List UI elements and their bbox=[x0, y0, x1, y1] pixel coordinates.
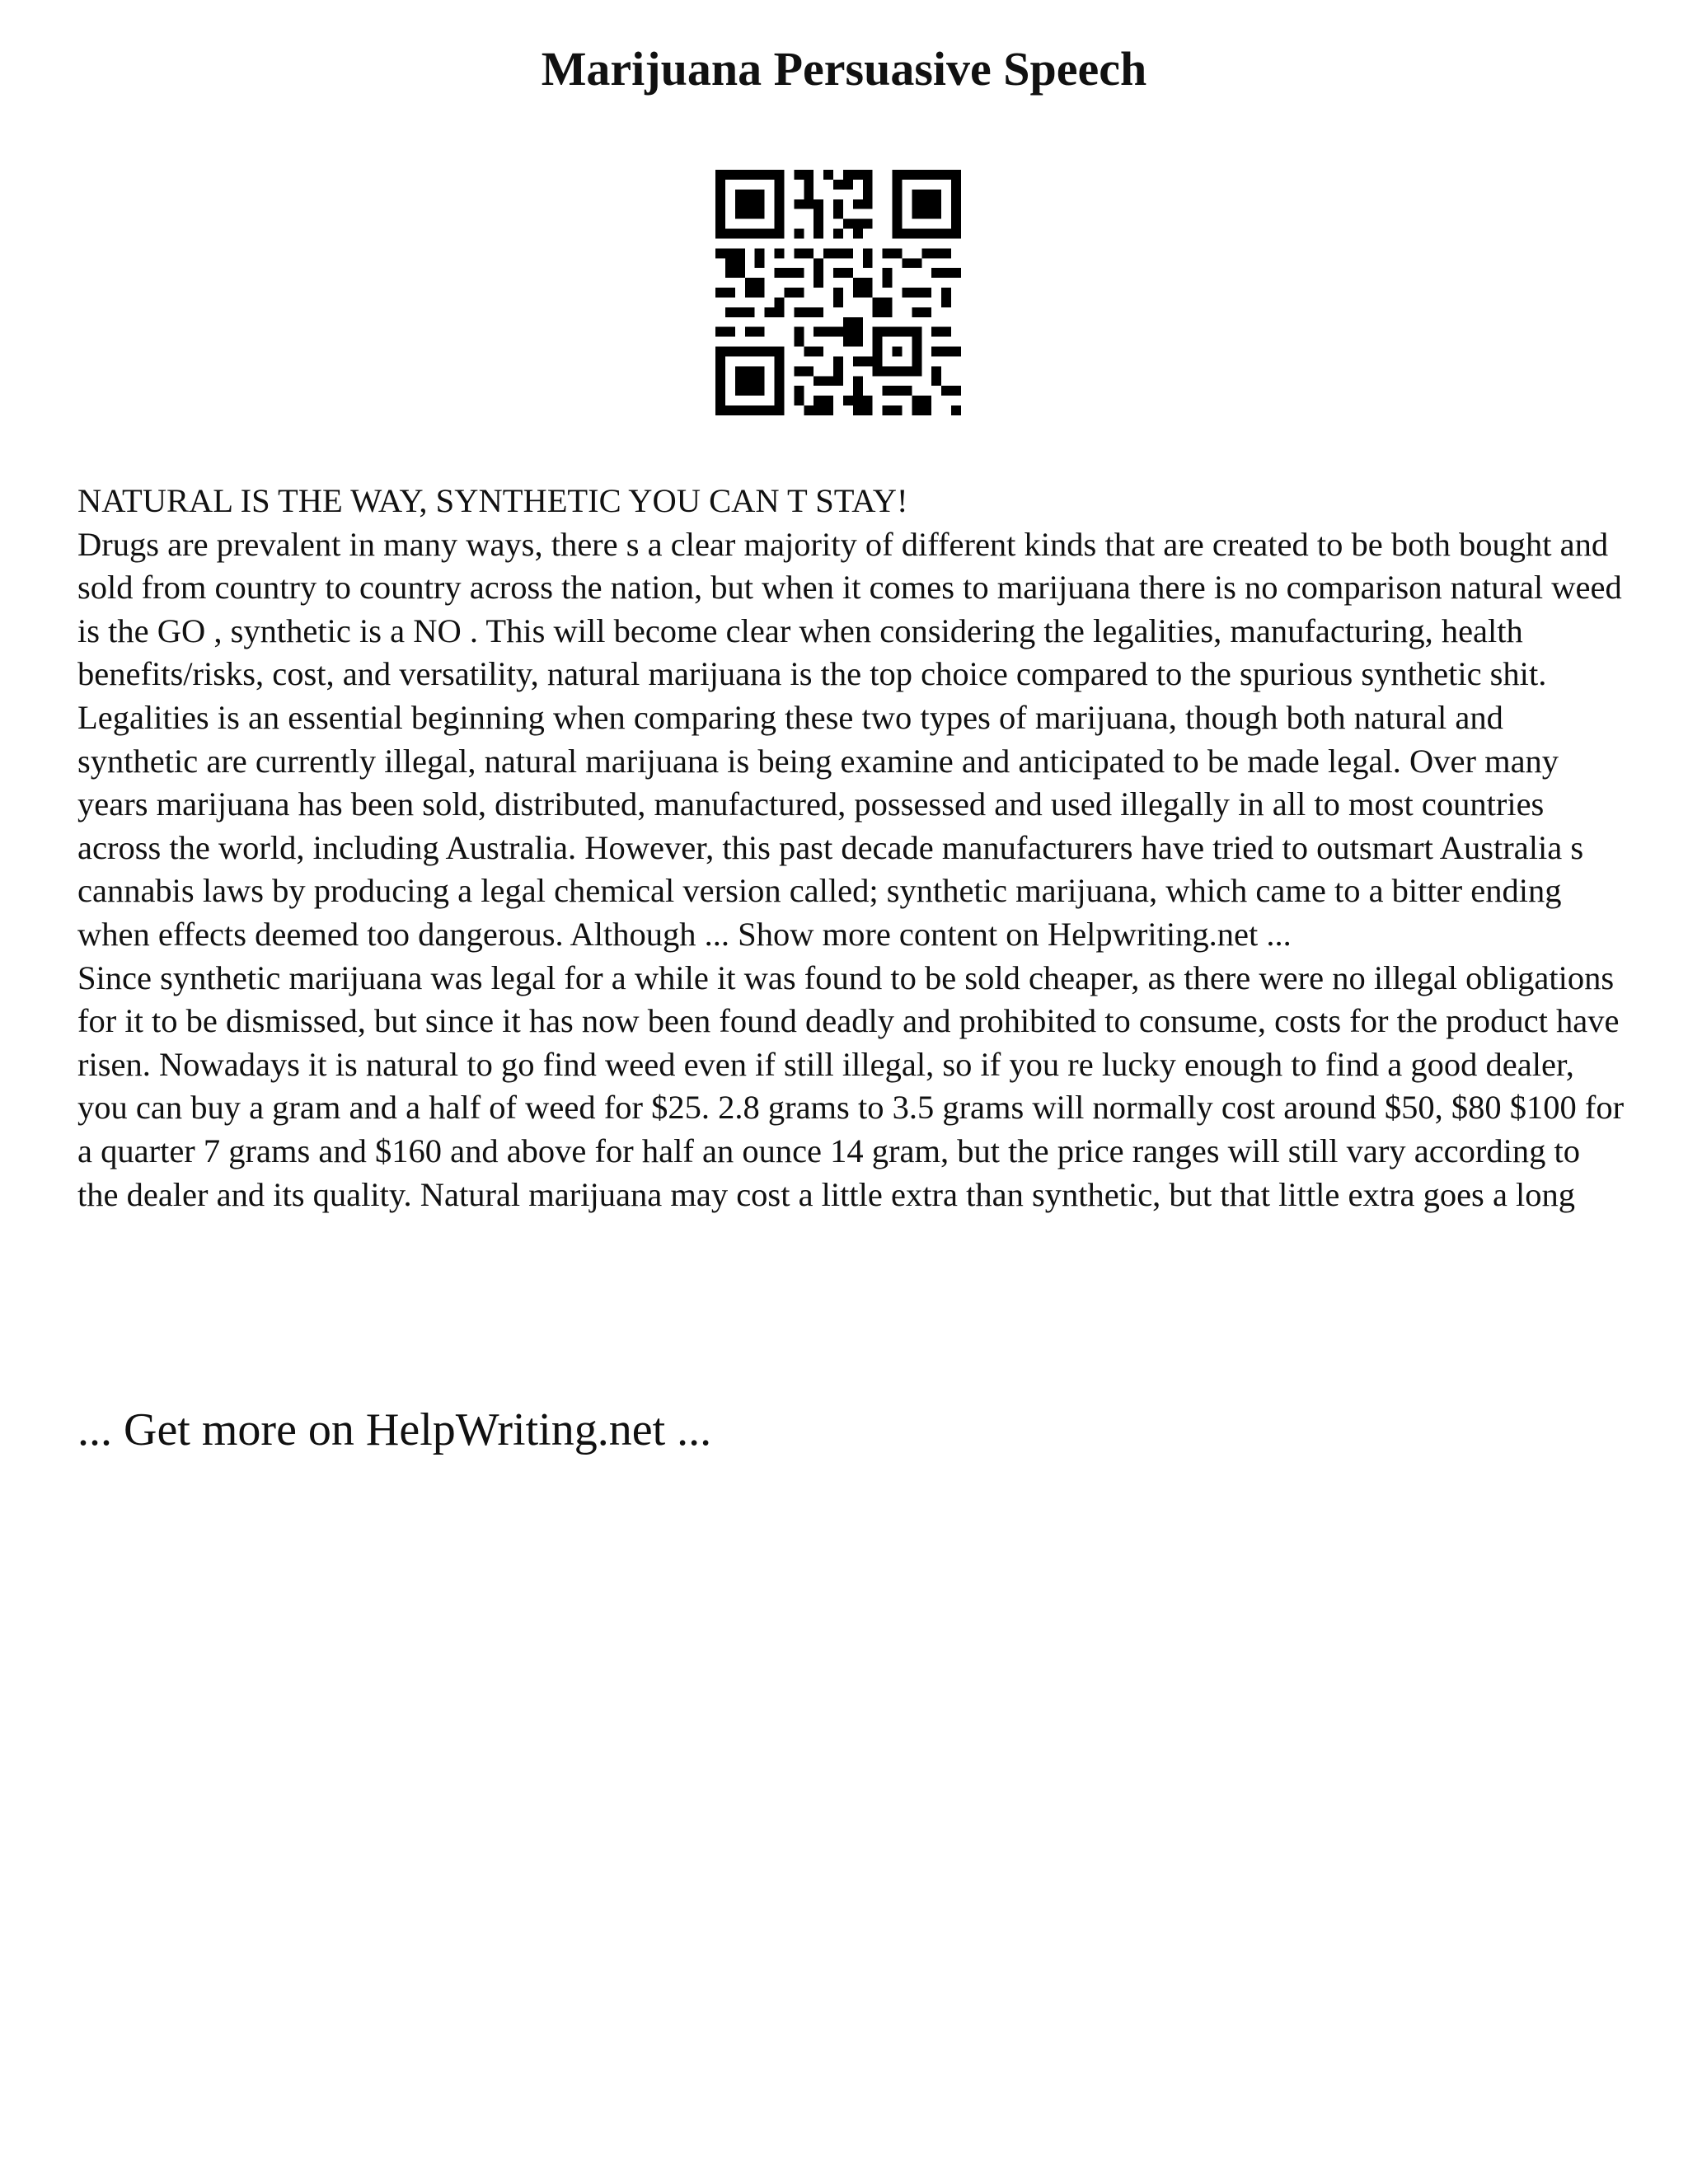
paragraph: Legalities is an essential beginning when comparing these two types of marijuana, though both natural and synthetic are currently illegal, natural marijuana is being examine and anticipated to be made legal. Over many years marijuana has been sold, distributed, manufactured, possessed and used illegally in all to most countries across the world, including Australia. However, this past decade manufacturers have tried to outsmart Australia s cannabis laws by producing a legal chemical version called; synthetic marijuana, which came to a bitter ending when effects deemed too dangerous. Although ... Show more content on Helpwriting.net ... bbox=[77, 698, 1584, 953]
get-more-link[interactable]: ... Get more on HelpWriting.net ... bbox=[77, 1404, 712, 1455]
paragraph: Since synthetic marijuana was legal for a while it was found to be sold cheaper, as there were no illegal obligations for it to be dismissed, but since it has now been found deadly and prohibited to consume, costs for the product have risen. Nowadays it is natural to go find weed even if still illegal, so if you re lucky enough to find a good dealer, you can buy a gram and a half of weed for $25. 2.8 grams to 3.5 grams will normally cost around $50, $80 $100 for a quarter 7 grams and $160 and above for half an ounce 14 gram, but the price ranges will still vary according to the dealer and its quality. Natural marijuana may cost a little extra than synthetic, but that little extra goes a long bbox=[77, 958, 1625, 1213]
page-title: Marijuana Persuasive Speech bbox=[541, 42, 1147, 96]
qr-code-icon[interactable] bbox=[715, 170, 961, 415]
paragraph-heading: NATURAL IS THE WAY, SYNTHETIC YOU CAN T STAY! bbox=[77, 482, 908, 519]
paragraph: Drugs are prevalent in many ways, there s a clear majority of different kinds that are created to be both bought and sold from country to country across the nation, but when it comes to marijuana there is no comparison natural weed is the GO , synthetic is a NO . This will become clear when considering the legalities, manufacturing, health benefits/risks, cost, and versatility, natural marijuana is the top choice compared to the spurious synthetic shit. bbox=[77, 525, 1622, 693]
document-body bbox=[77, 480, 1627, 1216]
